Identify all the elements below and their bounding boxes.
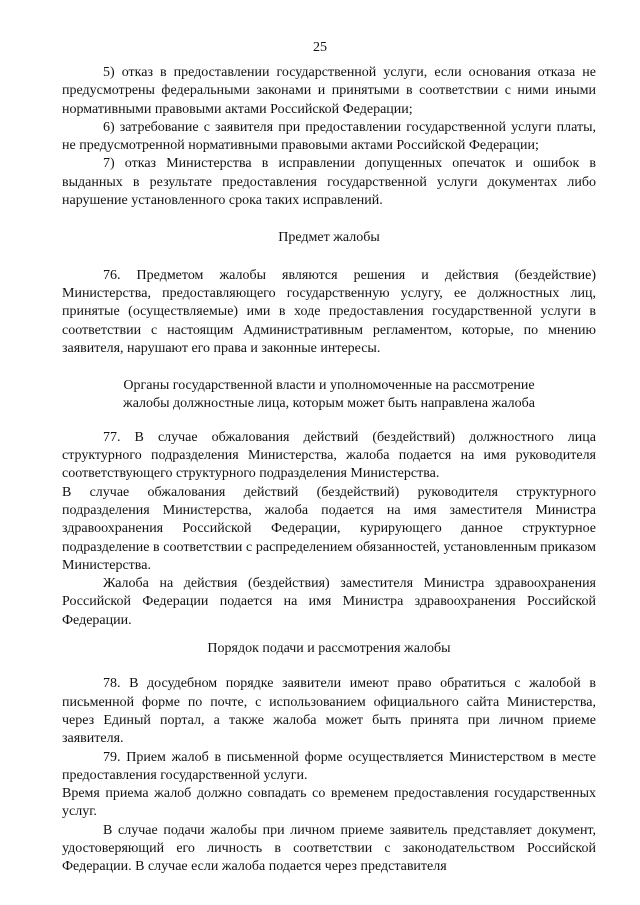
clause-77: 77. В случае обжалования действий (бездействий) должностного лица структурного подразделения Министерства, жалоба подается на имя руководителя соответствующего структурного подразделения Министерства. (62, 429, 596, 482)
page-content (62, 64, 596, 877)
list-item-5: 5) отказ в предоставлении государственной услуги, если основания отказа не предусмотрены федеральными законами и принятыми в соответствии с ними иными нормативными правовыми актами Российской Федерации; (62, 65, 596, 117)
clause-78: 78. В досудебном порядке заявители имеют право обратиться с жалобой в письменной форме по почте, с использованием официального сайта Министерства, через Единый портал, а также жалоба может быть принята при личном приеме заявителя. (62, 676, 596, 747)
clause-77-paragraph-2: В случае обжалования действий (бездействий) руководителя структурного подразделения Министерства, жалоба подается на имя заместителя Министра здравоохранения Российской Федерации, курирующего данное структурное подразделение в соответствии с распределением обязанностей, установленным приказом Министерства. (62, 484, 596, 573)
clause-79-paragraph-2: Время приема жалоб должно совпадать со временем предоставления государственных услуг. (62, 786, 596, 820)
section-heading-complaint-procedure: Порядок подачи и рассмотрения жалобы (207, 641, 451, 657)
list-item-6: 6) затребование с заявителя при предоставлении государственной услуги платы, не предусмотренной нормативными правовыми актами Российской Федерации; (62, 119, 596, 154)
clause-79-paragraph-3: В случае подачи жалобы при личном приеме заявитель представляет документ, удостоверяющий его личность в соответствии с законодательством Российской Федерации. В случае если жалоба подается через представителя (62, 822, 596, 875)
clause-77-paragraph-3: Жалоба на действия (бездействия) заместителя Министра здравоохранения Российской Федерации подается на имя Министра здравоохранения Российской Федерации. (62, 576, 596, 628)
page-number: 25 (313, 40, 327, 55)
clause-79: 79. Прием жалоб в письменной форме осуществляется Министерством в месте предоставления государственной услуги. (62, 749, 596, 783)
clause-76: 76. Предметом жалобы являются решения и действия (бездействие) Министерства, предоставляющего государственную услугу, ее должностных лиц, принятые (осуществляемые) ими в ходе предоставления государственной услуги в соответствии с настоящим Административным регламентом, которые, по мнению заявителя, нарушают его права и законные интересы. (62, 267, 596, 356)
list-item-7: 7) отказ Министерства в исправлении допущенных опечаток и ошибок в выданных в результате предоставления государственной услуги документах либо нарушение установленного срока таких исправлений. (62, 156, 596, 209)
section-heading-complaint-bodies: Органы государственной власти и уполномоченные на рассмотрение жалобы должностные лица, которым может быть направлена жалоба (123, 378, 535, 412)
section-heading-complaint-subject: Предмет жалобы (278, 230, 380, 246)
